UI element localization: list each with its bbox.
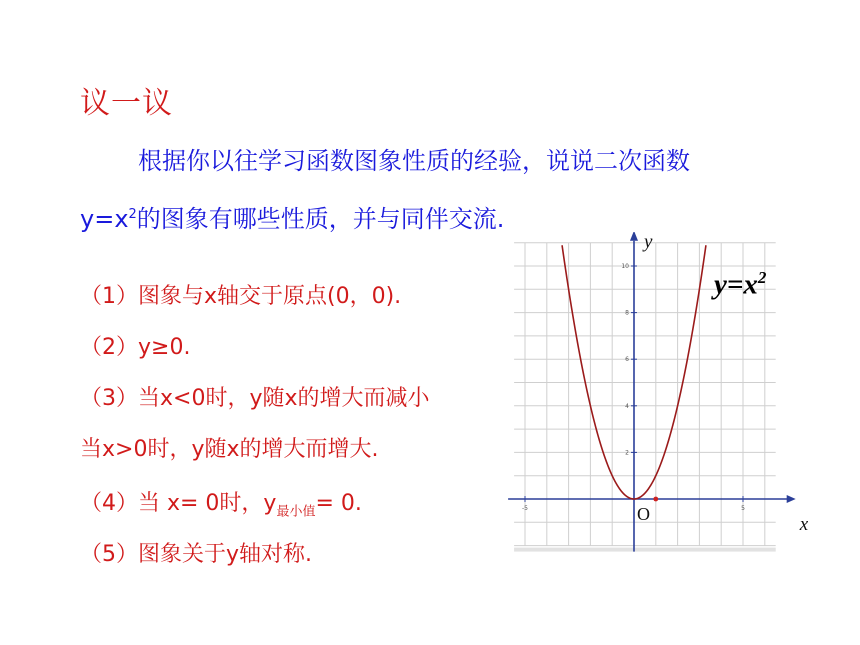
property-4-prefix: （4）当 x= 0时，y	[80, 491, 277, 516]
property-4-subscript: 最小值	[276, 504, 316, 520]
equation-label	[714, 268, 766, 302]
y-axis-arrow	[630, 232, 638, 241]
intro-func-exponent: 2	[128, 207, 137, 222]
property-3a: （3）当x<0时，y随x的增大而减小	[80, 386, 430, 411]
y-tick-label: 6	[625, 356, 629, 364]
intro-text	[80, 134, 820, 246]
y-axis-label: y	[644, 232, 653, 253]
property-5: （5）图象关于y轴对称.	[80, 542, 313, 567]
x-tick-label: 5	[741, 505, 745, 512]
x-axis-arrow	[787, 495, 796, 503]
x-tick-label: -5	[522, 505, 528, 512]
intro-line-1: 根据你以往学习函数图象性质的经验，说说二次函数	[138, 147, 690, 175]
equation-exponent: 2	[757, 268, 767, 287]
property-4	[80, 486, 362, 519]
equation-base: y=x	[714, 268, 758, 301]
marked-point	[653, 497, 658, 502]
property-4-suffix: = 0.	[315, 491, 362, 516]
graph-bottom-strip	[514, 548, 776, 552]
intro-line-2	[80, 205, 504, 233]
property-3b: 当x>0时，y随x的增大而增大.	[80, 437, 379, 462]
y-tick-label: 4	[625, 402, 629, 410]
property-1: （1）图象与x轴交于原点(0，0).	[80, 284, 402, 309]
y-tick-label: 8	[625, 309, 629, 317]
parabola-graph	[500, 232, 820, 552]
y-tick-label: 10	[621, 263, 629, 270]
origin-label: O	[637, 504, 650, 524]
intro-line-2-rest: 的图象有哪些性质，并与同伴交流.	[136, 205, 505, 233]
section-title: 议一议	[80, 86, 173, 121]
y-tick-label: 2	[625, 449, 629, 457]
intro-func: y=x	[80, 205, 129, 233]
property-2: （2）y≥0.	[80, 335, 191, 360]
x-axis-label: x	[799, 514, 809, 535]
